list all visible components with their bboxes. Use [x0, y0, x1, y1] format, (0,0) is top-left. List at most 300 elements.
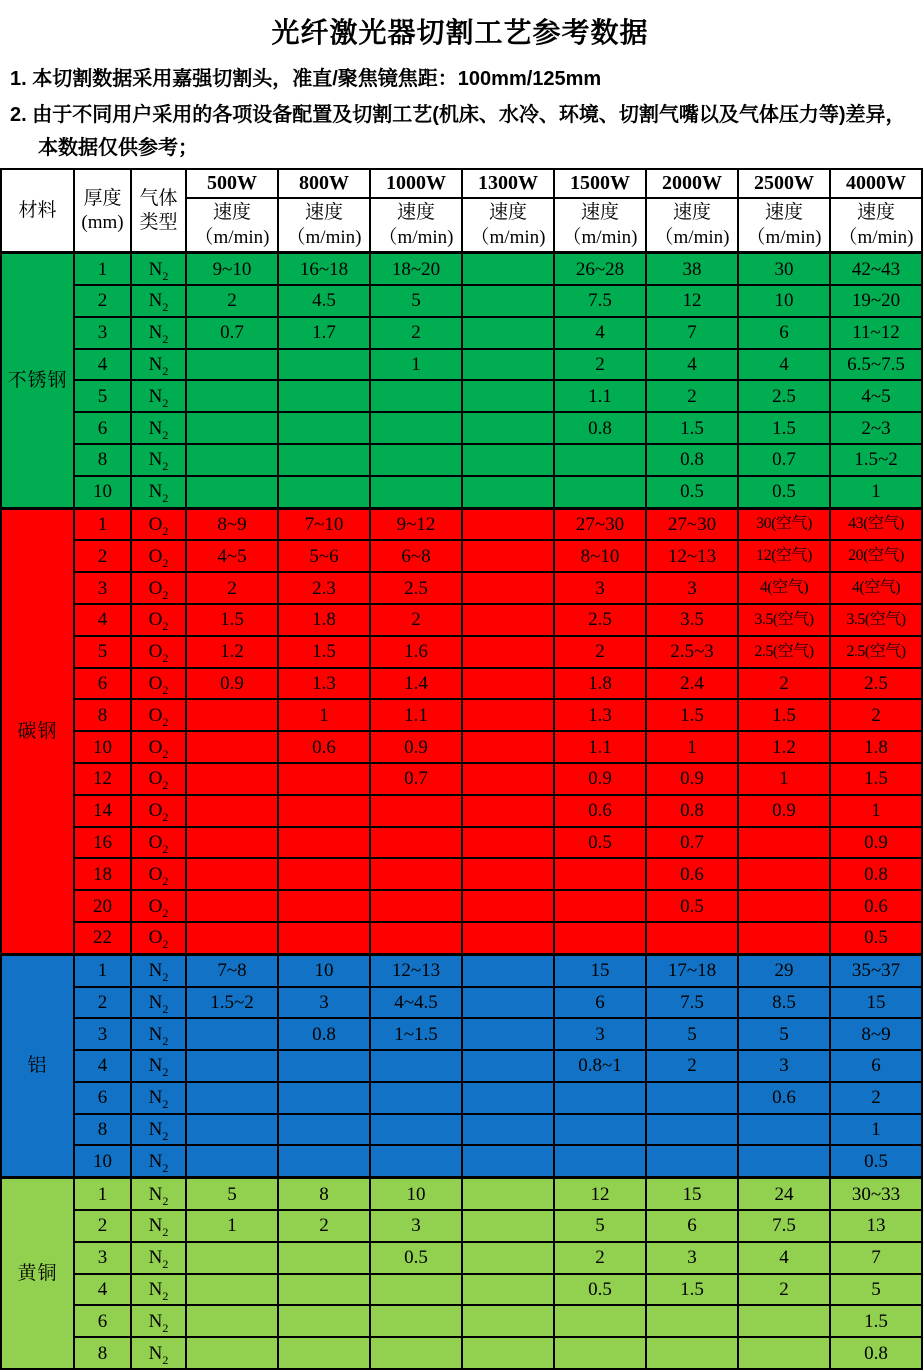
- note-2: 2. 由于不同用户采用的各项设备配置及切割工艺(机床、水冷、环境、切割气嘴以及气体压力等)差异，本数据仅供参考；: [10, 104, 906, 159]
- speed-cell: [462, 1114, 554, 1146]
- table-row: [1, 444, 922, 476]
- note-1: 1. 本切割数据采用嘉强切割头，准直/聚焦镜焦距：100mm/125mm: [10, 68, 602, 90]
- speed-cell: 0.6: [646, 858, 738, 890]
- speed-cell: 0.5: [554, 827, 646, 859]
- table-row: [1, 827, 922, 859]
- table-row: [1, 1178, 922, 1210]
- speed-cell: 1.1: [554, 731, 646, 763]
- speed-cell: 30(空气): [738, 508, 830, 540]
- power-header-cell: 1300W: [462, 169, 554, 198]
- speed-cell: 7~8: [186, 954, 278, 986]
- speed-cell: 7.5: [646, 987, 738, 1019]
- gas-cell: $O_2$: [131, 508, 186, 540]
- speed-header-cell: [462, 198, 554, 253]
- speed-cell: 2.5(空气): [738, 636, 830, 668]
- speed-cell: [462, 1305, 554, 1337]
- speed-cell: [462, 444, 554, 476]
- speed-cell: 16~18: [278, 253, 370, 285]
- thickness-header-line1: 厚度: [83, 187, 122, 209]
- speed-cell: 9~12: [370, 508, 462, 540]
- speed-cell: 1.8: [278, 604, 370, 636]
- speed-cell: 0.6: [554, 795, 646, 827]
- speed-cell: [462, 668, 554, 700]
- thickness-cell: 16: [74, 827, 131, 859]
- speed-cell: 1.5: [646, 1274, 738, 1306]
- speed-cell: 0.6: [830, 890, 922, 922]
- speed-cell: 1.6: [370, 636, 462, 668]
- speed-label: 速度: [764, 201, 803, 223]
- speed-cell: [370, 795, 462, 827]
- speed-cell: 0.5: [370, 1242, 462, 1274]
- speed-cell: 1.7: [278, 317, 370, 349]
- speed-cell: 6: [554, 987, 646, 1019]
- table-row: [1, 349, 922, 381]
- speed-cell: 1: [830, 795, 922, 827]
- speed-cell: 6: [830, 1050, 922, 1082]
- speed-cell: 0.6: [278, 731, 370, 763]
- speed-cell: [370, 1145, 462, 1177]
- speed-cell: 8.5: [738, 987, 830, 1019]
- speed-cell: [370, 412, 462, 444]
- speed-cell: [554, 922, 646, 954]
- speed-cell: 24: [738, 1178, 830, 1210]
- speed-cell: [554, 1145, 646, 1177]
- speed-cell: 10: [278, 954, 370, 986]
- speed-cell: [186, 1145, 278, 1177]
- speed-cell: 2.5(空气): [830, 636, 922, 668]
- gas-cell: $N_2$: [131, 444, 186, 476]
- speed-cell: 0.5: [830, 1145, 922, 1177]
- speed-cell: 4~5: [186, 540, 278, 572]
- speed-header-cell: [646, 198, 738, 253]
- thickness-cell: 18: [74, 858, 131, 890]
- speed-cell: [370, 476, 462, 508]
- speed-cell: [186, 922, 278, 954]
- speed-cell: 1.2: [186, 636, 278, 668]
- speed-cell: 1.1: [370, 699, 462, 731]
- thickness-cell: 20: [74, 890, 131, 922]
- thickness-cell: 8: [74, 444, 131, 476]
- speed-cell: [554, 1114, 646, 1146]
- gas-cell: $O_2$: [131, 699, 186, 731]
- speed-cell: [278, 922, 370, 954]
- speed-cell: [278, 349, 370, 381]
- speed-unit: （m/min): [746, 227, 822, 249]
- speed-cell: 1.5: [186, 604, 278, 636]
- speed-cell: [462, 699, 554, 731]
- speed-cell: [462, 922, 554, 954]
- speed-cell: 30~33: [830, 1178, 922, 1210]
- gas-cell: $N_2$: [131, 954, 186, 986]
- speed-cell: 0.5: [646, 890, 738, 922]
- speed-cell: [462, 285, 554, 317]
- speed-header-cell: [278, 198, 370, 253]
- gas-header-line2: 类型: [139, 211, 178, 233]
- thickness-cell: 4: [74, 604, 131, 636]
- speed-cell: [186, 1337, 278, 1369]
- speed-label: 速度: [396, 201, 435, 223]
- speed-cell: [462, 731, 554, 763]
- thickness-cell: 1: [74, 954, 131, 986]
- speed-cell: 43(空气): [830, 508, 922, 540]
- thickness-cell: 4: [74, 349, 131, 381]
- speed-cell: 0.7: [186, 317, 278, 349]
- speed-cell: 3: [646, 572, 738, 604]
- speed-cell: [554, 444, 646, 476]
- speed-cell: 2: [738, 668, 830, 700]
- speed-cell: [186, 731, 278, 763]
- power-header-row: [1, 169, 922, 198]
- speed-cell: [462, 827, 554, 859]
- speed-cell: 8: [278, 1178, 370, 1210]
- table-header: [1, 169, 922, 253]
- table-row: [1, 890, 922, 922]
- table-row: [1, 1050, 922, 1082]
- gas-cell: $O_2$: [131, 858, 186, 890]
- speed-cell: 0.8: [646, 795, 738, 827]
- speed-cell: [186, 349, 278, 381]
- table-row: [1, 476, 922, 508]
- speed-cell: [462, 987, 554, 1019]
- speed-unit: （m/min): [838, 227, 914, 249]
- speed-cell: 12~13: [646, 540, 738, 572]
- speed-cell: [186, 412, 278, 444]
- speed-cell: [186, 795, 278, 827]
- speed-cell: [278, 890, 370, 922]
- speed-cell: 1.5~2: [186, 987, 278, 1019]
- speed-cell: 30: [738, 253, 830, 285]
- speed-cell: [186, 1114, 278, 1146]
- speed-cell: 1: [278, 699, 370, 731]
- speed-cell: [186, 890, 278, 922]
- speed-cell: 2: [646, 1050, 738, 1082]
- thickness-cell: 6: [74, 668, 131, 700]
- speed-cell: 7~10: [278, 508, 370, 540]
- speed-cell: 2: [278, 1210, 370, 1242]
- speed-cell: 8~10: [554, 540, 646, 572]
- power-header-cell: 2000W: [646, 169, 738, 198]
- speed-cell: 7.5: [738, 1210, 830, 1242]
- thickness-cell: 5: [74, 380, 131, 412]
- gas-cell: $O_2$: [131, 636, 186, 668]
- thickness-cell: 2: [74, 1210, 131, 1242]
- speed-cell: [186, 763, 278, 795]
- speed-cell: 4: [738, 1242, 830, 1274]
- material-header: 材料: [1, 169, 74, 253]
- speed-cell: [278, 444, 370, 476]
- speed-cell: 38: [646, 253, 738, 285]
- gas-cell: $N_2$: [131, 349, 186, 381]
- speed-cell: [370, 922, 462, 954]
- speed-cell: 0.9: [830, 827, 922, 859]
- speed-cell: 0.5: [646, 476, 738, 508]
- speed-cell: [738, 890, 830, 922]
- speed-cell: 10: [370, 1178, 462, 1210]
- speed-cell: 18~20: [370, 253, 462, 285]
- speed-cell: 0.9: [370, 731, 462, 763]
- speed-cell: 6.5~7.5: [830, 349, 922, 381]
- speed-cell: [370, 380, 462, 412]
- speed-cell: [370, 444, 462, 476]
- power-header-cell: 2500W: [738, 169, 830, 198]
- table-row: [1, 285, 922, 317]
- speed-cell: [462, 508, 554, 540]
- speed-cell: 3: [370, 1210, 462, 1242]
- thickness-cell: 6: [74, 1305, 131, 1337]
- speed-cell: 0.8: [830, 1337, 922, 1369]
- speed-cell: 35~37: [830, 954, 922, 986]
- speed-cell: 1: [646, 731, 738, 763]
- table-row: [1, 317, 922, 349]
- speed-cell: 1.4: [370, 668, 462, 700]
- thickness-cell: 3: [74, 572, 131, 604]
- speed-cell: [554, 1305, 646, 1337]
- speed-cell: 0.5: [738, 476, 830, 508]
- speed-cell: [462, 412, 554, 444]
- speed-cell: 6: [738, 317, 830, 349]
- speed-label: 速度: [488, 201, 527, 223]
- table-row: [1, 412, 922, 444]
- speed-cell: 5: [738, 1018, 830, 1050]
- speed-cell: 0.6: [738, 1082, 830, 1114]
- speed-cell: [554, 1337, 646, 1369]
- gas-cell: $N_2$: [131, 1305, 186, 1337]
- speed-cell: 2.5: [738, 380, 830, 412]
- speed-cell: 5: [554, 1210, 646, 1242]
- speed-cell: 27~30: [646, 508, 738, 540]
- speed-cell: [278, 476, 370, 508]
- thickness-cell: 2: [74, 987, 131, 1019]
- speed-cell: [370, 1114, 462, 1146]
- speed-cell: 2.5: [370, 572, 462, 604]
- cutting-data-table: [0, 168, 923, 1370]
- speed-cell: [186, 1242, 278, 1274]
- speed-cell: 2.4: [646, 668, 738, 700]
- speed-cell: 4.5: [278, 285, 370, 317]
- speed-cell: [186, 1305, 278, 1337]
- speed-label: 速度: [212, 201, 251, 223]
- speed-cell: 1.5: [830, 1305, 922, 1337]
- table-row: [1, 636, 922, 668]
- speed-cell: [186, 699, 278, 731]
- speed-cell: [646, 922, 738, 954]
- speed-cell: [370, 858, 462, 890]
- thickness-cell: 3: [74, 1018, 131, 1050]
- speed-cell: [462, 572, 554, 604]
- table-row: [1, 922, 922, 954]
- table-row: [1, 540, 922, 572]
- gas-cell: $O_2$: [131, 731, 186, 763]
- thickness-cell: 4: [74, 1274, 131, 1306]
- table-row: [1, 795, 922, 827]
- gas-cell: $O_2$: [131, 763, 186, 795]
- speed-cell: 4~5: [830, 380, 922, 412]
- table-row: [1, 954, 922, 986]
- speed-cell: [278, 1145, 370, 1177]
- speed-cell: 0.7: [646, 827, 738, 859]
- speed-cell: 3: [278, 987, 370, 1019]
- speed-cell: 5~6: [278, 540, 370, 572]
- speed-header-cell: [738, 198, 830, 253]
- speed-cell: 3.5: [646, 604, 738, 636]
- gas-cell: $N_2$: [131, 476, 186, 508]
- speed-cell: 4~4.5: [370, 987, 462, 1019]
- gas-cell: $N_2$: [131, 1210, 186, 1242]
- speed-cell: 26~28: [554, 253, 646, 285]
- table-row: [1, 604, 922, 636]
- speed-cell: 2: [554, 636, 646, 668]
- speed-cell: 3: [646, 1242, 738, 1274]
- speed-cell: 13: [830, 1210, 922, 1242]
- speed-cell: 0.7: [370, 763, 462, 795]
- thickness-cell: 6: [74, 412, 131, 444]
- speed-cell: [278, 412, 370, 444]
- speed-cell: [186, 1018, 278, 1050]
- speed-cell: 19~20: [830, 285, 922, 317]
- table-row: [1, 572, 922, 604]
- gas-cell: $O_2$: [131, 890, 186, 922]
- speed-cell: [186, 858, 278, 890]
- speed-cell: [462, 317, 554, 349]
- speed-cell: 2: [830, 1082, 922, 1114]
- gas-cell: $N_2$: [131, 1050, 186, 1082]
- speed-cell: 17~18: [646, 954, 738, 986]
- thickness-cell: 3: [74, 1242, 131, 1274]
- speed-cell: 4(空气): [830, 572, 922, 604]
- speed-cell: 2: [554, 1242, 646, 1274]
- thickness-cell: 5: [74, 636, 131, 668]
- material-cell: 不锈钢: [1, 253, 74, 508]
- gas-cell: $O_2$: [131, 795, 186, 827]
- table-row: [1, 1210, 922, 1242]
- speed-cell: 2: [186, 572, 278, 604]
- speed-cell: 2.5~3: [646, 636, 738, 668]
- speed-cell: 12: [646, 285, 738, 317]
- speed-cell: 29: [738, 954, 830, 986]
- speed-cell: 12~13: [370, 954, 462, 986]
- thickness-cell: 8: [74, 699, 131, 731]
- speed-cell: [370, 890, 462, 922]
- speed-cell: [278, 380, 370, 412]
- table-row: [1, 731, 922, 763]
- speed-cell: [278, 1114, 370, 1146]
- speed-cell: [278, 795, 370, 827]
- speed-cell: 27~30: [554, 508, 646, 540]
- speed-cell: [186, 476, 278, 508]
- speed-cell: 12: [554, 1178, 646, 1210]
- thickness-header-line2: (mm): [81, 211, 124, 233]
- table-row: [1, 1337, 922, 1369]
- speed-cell: 1.5: [738, 699, 830, 731]
- gas-cell: $N_2$: [131, 1082, 186, 1114]
- speed-cell: 0.9: [186, 668, 278, 700]
- speed-cell: 12(空气): [738, 540, 830, 572]
- speed-cell: 1: [370, 349, 462, 381]
- table-row: [1, 1145, 922, 1177]
- speed-cell: 4: [738, 349, 830, 381]
- speed-cell: [462, 1274, 554, 1306]
- speed-cell: [370, 827, 462, 859]
- speed-cell: 3: [554, 572, 646, 604]
- speed-cell: [462, 1082, 554, 1114]
- speed-cell: 2.3: [278, 572, 370, 604]
- speed-header-cell: [830, 198, 922, 253]
- speed-cell: 1.5: [830, 763, 922, 795]
- speed-cell: [370, 1337, 462, 1369]
- speed-cell: 0.8: [278, 1018, 370, 1050]
- speed-cell: [186, 380, 278, 412]
- speed-cell: [554, 476, 646, 508]
- speed-cell: 7: [646, 317, 738, 349]
- speed-cell: [738, 1114, 830, 1146]
- gas-cell: $O_2$: [131, 572, 186, 604]
- speed-cell: [462, 1018, 554, 1050]
- gas-cell: $N_2$: [131, 1145, 186, 1177]
- speed-cell: [738, 858, 830, 890]
- gas-cell: $O_2$: [131, 827, 186, 859]
- speed-cell: [646, 1337, 738, 1369]
- thickness-cell: 3: [74, 317, 131, 349]
- speed-cell: [186, 1050, 278, 1082]
- speed-header-cell: [186, 198, 278, 253]
- speed-cell: [462, 636, 554, 668]
- speed-cell: [462, 1178, 554, 1210]
- speed-cell: 1.8: [554, 668, 646, 700]
- thickness-header: [74, 169, 131, 253]
- speed-cell: 1.5~2: [830, 444, 922, 476]
- thickness-cell: 14: [74, 795, 131, 827]
- speed-cell: [462, 1242, 554, 1274]
- speed-cell: [278, 763, 370, 795]
- speed-cell: 1.5: [646, 699, 738, 731]
- speed-cell: [278, 1242, 370, 1274]
- gas-cell: $N_2$: [131, 253, 186, 285]
- table-row: [1, 1018, 922, 1050]
- speed-cell: 9~10: [186, 253, 278, 285]
- power-header-cell: 1000W: [370, 169, 462, 198]
- speed-cell: 1.3: [278, 668, 370, 700]
- speed-cell: 0.8: [554, 412, 646, 444]
- speed-cell: [278, 1050, 370, 1082]
- speed-cell: [462, 763, 554, 795]
- speed-unit: （m/min): [194, 227, 270, 249]
- speed-cell: [738, 827, 830, 859]
- speed-cell: 0.5: [554, 1274, 646, 1306]
- table-row: [1, 1082, 922, 1114]
- table-row: [1, 699, 922, 731]
- table-body: [1, 253, 922, 1369]
- speed-cell: 4(空气): [738, 572, 830, 604]
- notes-block: [0, 57, 920, 164]
- thickness-cell: 1: [74, 1178, 131, 1210]
- speed-cell: [462, 349, 554, 381]
- table-row: [1, 253, 922, 285]
- speed-cell: [646, 1145, 738, 1177]
- speed-cell: 5: [370, 285, 462, 317]
- speed-cell: [370, 1274, 462, 1306]
- speed-cell: [646, 1114, 738, 1146]
- speed-cell: 2: [370, 604, 462, 636]
- speed-cell: 11~12: [830, 317, 922, 349]
- thickness-cell: 8: [74, 1337, 131, 1369]
- speed-cell: [278, 1305, 370, 1337]
- speed-unit: （m/min): [654, 227, 730, 249]
- speed-cell: [738, 1305, 830, 1337]
- gas-cell: $N_2$: [131, 380, 186, 412]
- speed-cell: [462, 954, 554, 986]
- speed-cell: [370, 1305, 462, 1337]
- speed-cell: [738, 922, 830, 954]
